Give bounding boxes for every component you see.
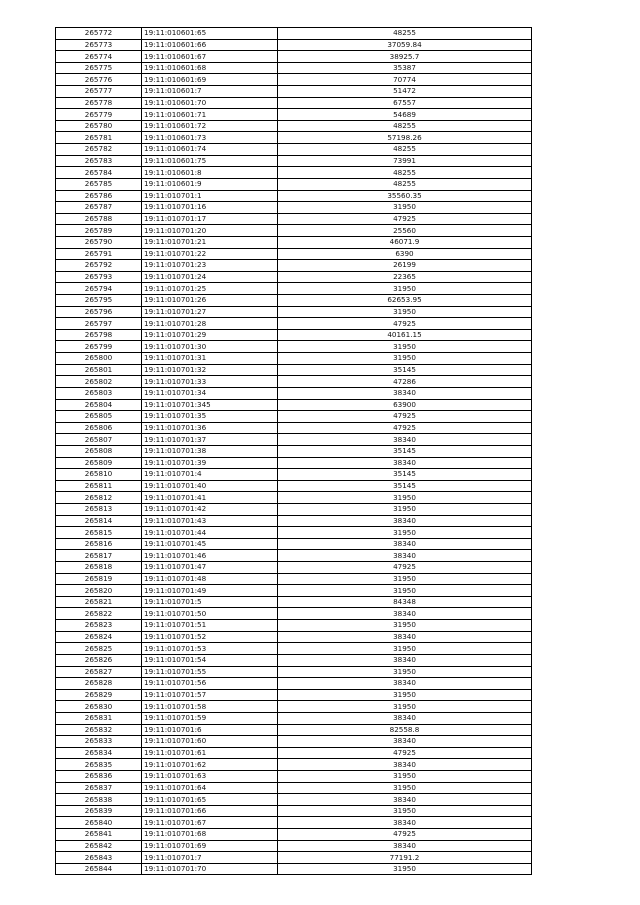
value-cell: 38340 (278, 434, 532, 446)
value-cell: 47925 (278, 422, 532, 434)
cadastral-number-cell: 19:11:010601:8 (142, 167, 278, 179)
row-number-cell: 265790 (56, 236, 142, 248)
row-number-cell: 265842 (56, 840, 142, 852)
cadastral-number-cell: 19:11:010601:66 (142, 39, 278, 51)
cadastral-number-cell: 19:11:010701:52 (142, 631, 278, 643)
row-number-cell: 265833 (56, 736, 142, 748)
row-number-cell: 265813 (56, 503, 142, 515)
value-cell: 35145 (278, 364, 532, 376)
value-cell: 31950 (278, 689, 532, 701)
table-row (56, 469, 532, 481)
cadastral-number-cell: 19:11:010701:59 (142, 712, 278, 724)
value-cell: 31950 (278, 620, 532, 632)
cadastral-number-cell: 19:11:010701:1 (142, 190, 278, 202)
row-number-cell: 265841 (56, 829, 142, 841)
row-number-cell: 265797 (56, 318, 142, 330)
row-number-cell: 265820 (56, 585, 142, 597)
table-row (56, 620, 532, 632)
table-row (56, 387, 532, 399)
value-cell: 38340 (278, 631, 532, 643)
table-row (56, 515, 532, 527)
cadastral-number-cell: 19:11:010701:46 (142, 550, 278, 562)
cadastral-number-cell: 19:11:010701:24 (142, 271, 278, 283)
table-row (56, 236, 532, 248)
value-cell: 38340 (278, 538, 532, 550)
value-cell: 47925 (278, 318, 532, 330)
value-cell: 38340 (278, 654, 532, 666)
value-cell: 31950 (278, 353, 532, 365)
cadastral-number-cell: 19:11:010701:6 (142, 724, 278, 736)
value-cell: 25560 (278, 225, 532, 237)
table-row (56, 306, 532, 318)
cadastral-number-cell: 19:11:010701:33 (142, 376, 278, 388)
table-row (56, 318, 532, 330)
table-row (56, 689, 532, 701)
table-row (56, 109, 532, 121)
cadastral-number-cell: 19:11:010701:30 (142, 341, 278, 353)
value-cell: 38340 (278, 678, 532, 690)
cadastral-number-cell: 19:11:010601:72 (142, 120, 278, 132)
cadastral-number-cell: 19:11:010701:58 (142, 701, 278, 713)
row-number-cell: 265807 (56, 434, 142, 446)
value-cell: 51472 (278, 86, 532, 98)
table-row (56, 329, 532, 341)
row-number-cell: 265834 (56, 747, 142, 759)
row-number-cell: 265814 (56, 515, 142, 527)
cadastral-number-cell: 19:11:010701:55 (142, 666, 278, 678)
table-row (56, 701, 532, 713)
row-number-cell: 265843 (56, 852, 142, 864)
row-number-cell: 265772 (56, 28, 142, 40)
value-cell: 38340 (278, 550, 532, 562)
table-row (56, 62, 532, 74)
row-number-cell: 265777 (56, 86, 142, 98)
value-cell: 47925 (278, 411, 532, 423)
row-number-cell: 265830 (56, 701, 142, 713)
row-number-cell: 265825 (56, 643, 142, 655)
table-row (56, 817, 532, 829)
value-cell: 31950 (278, 341, 532, 353)
cadastral-number-cell: 19:11:010701:54 (142, 654, 278, 666)
row-number-cell: 265811 (56, 480, 142, 492)
cadastral-number-cell: 19:11:010701:29 (142, 329, 278, 341)
table-row (56, 86, 532, 98)
cadastral-number-cell: 19:11:010701:61 (142, 747, 278, 759)
row-number-cell: 265793 (56, 271, 142, 283)
row-number-cell: 265801 (56, 364, 142, 376)
cadastral-number-cell: 19:11:010701:41 (142, 492, 278, 504)
table-row (56, 167, 532, 179)
cadastral-number-cell: 19:11:010701:62 (142, 759, 278, 771)
table-row (56, 190, 532, 202)
row-number-cell: 265792 (56, 260, 142, 272)
value-cell: 48255 (278, 167, 532, 179)
table-row (56, 759, 532, 771)
table-row (56, 445, 532, 457)
cadastral-number-cell: 19:11:010701:27 (142, 306, 278, 318)
row-number-cell: 265832 (56, 724, 142, 736)
row-number-cell: 265782 (56, 144, 142, 156)
cadastral-number-cell: 19:11:010701:65 (142, 794, 278, 806)
value-cell: 38340 (278, 515, 532, 527)
cadastral-number-cell: 19:11:010701:50 (142, 608, 278, 620)
table-row (56, 353, 532, 365)
row-number-cell: 265838 (56, 794, 142, 806)
table-row (56, 144, 532, 156)
row-number-cell: 265815 (56, 527, 142, 539)
table-row (56, 480, 532, 492)
table-row (56, 643, 532, 655)
value-cell: 38340 (278, 759, 532, 771)
table-row (56, 51, 532, 63)
row-number-cell: 265824 (56, 631, 142, 643)
value-cell: 47286 (278, 376, 532, 388)
row-number-cell: 265775 (56, 62, 142, 74)
cadastral-number-cell: 19:11:010701:48 (142, 573, 278, 585)
row-number-cell: 265789 (56, 225, 142, 237)
cadastral-number-cell: 19:11:010601:70 (142, 97, 278, 109)
table-row (56, 538, 532, 550)
cadastral-number-cell: 19:11:010701:38 (142, 445, 278, 457)
value-cell: 63900 (278, 399, 532, 411)
cadastral-number-cell: 19:11:010701:37 (142, 434, 278, 446)
table-row (56, 364, 532, 376)
row-number-cell: 265835 (56, 759, 142, 771)
row-number-cell: 265779 (56, 109, 142, 121)
cadastral-number-cell: 19:11:010601:65 (142, 28, 278, 40)
value-cell: 31950 (278, 666, 532, 678)
row-number-cell: 265819 (56, 573, 142, 585)
value-cell: 38340 (278, 817, 532, 829)
row-number-cell: 265839 (56, 805, 142, 817)
data-table (55, 27, 532, 875)
row-number-cell: 265806 (56, 422, 142, 434)
value-cell: 48255 (278, 28, 532, 40)
row-number-cell: 265783 (56, 155, 142, 167)
value-cell: 38340 (278, 457, 532, 469)
value-cell: 31950 (278, 527, 532, 539)
cadastral-number-cell: 19:11:010701:31 (142, 353, 278, 365)
value-cell: 48255 (278, 120, 532, 132)
table-row (56, 155, 532, 167)
table-row (56, 376, 532, 388)
cadastral-number-cell: 19:11:010701:56 (142, 678, 278, 690)
cadastral-number-cell: 19:11:010601:67 (142, 51, 278, 63)
value-cell: 73991 (278, 155, 532, 167)
value-cell: 70774 (278, 74, 532, 86)
row-number-cell: 265808 (56, 445, 142, 457)
row-number-cell: 265803 (56, 387, 142, 399)
table-row (56, 527, 532, 539)
value-cell: 22365 (278, 271, 532, 283)
value-cell: 31950 (278, 503, 532, 515)
cadastral-number-cell: 19:11:010701:53 (142, 643, 278, 655)
data-table-body (56, 28, 532, 875)
row-number-cell: 265818 (56, 562, 142, 574)
row-number-cell: 265788 (56, 213, 142, 225)
cadastral-number-cell: 19:11:010701:16 (142, 202, 278, 214)
cadastral-number-cell: 19:11:010701:7 (142, 852, 278, 864)
cadastral-number-cell: 19:11:010701:17 (142, 213, 278, 225)
cadastral-number-cell: 19:11:010601:68 (142, 62, 278, 74)
value-cell: 38340 (278, 736, 532, 748)
row-number-cell: 265785 (56, 178, 142, 190)
cadastral-number-cell: 19:11:010601:71 (142, 109, 278, 121)
cadastral-number-cell: 19:11:010701:28 (142, 318, 278, 330)
table-row (56, 724, 532, 736)
value-cell: 37059.84 (278, 39, 532, 51)
table-row (56, 178, 532, 190)
cadastral-number-cell: 19:11:010701:25 (142, 283, 278, 295)
row-number-cell: 265799 (56, 341, 142, 353)
table-row (56, 794, 532, 806)
value-cell: 31950 (278, 701, 532, 713)
table-row (56, 341, 532, 353)
cadastral-number-cell: 19:11:010701:35 (142, 411, 278, 423)
value-cell: 35145 (278, 480, 532, 492)
row-number-cell: 265773 (56, 39, 142, 51)
table-row (56, 457, 532, 469)
value-cell: 84348 (278, 596, 532, 608)
cadastral-number-cell: 19:11:010701:49 (142, 585, 278, 597)
value-cell: 67557 (278, 97, 532, 109)
table-row (56, 213, 532, 225)
table-row (56, 492, 532, 504)
table-row (56, 97, 532, 109)
value-cell: 6390 (278, 248, 532, 260)
value-cell: 48255 (278, 144, 532, 156)
value-cell: 47925 (278, 747, 532, 759)
row-number-cell: 265836 (56, 771, 142, 783)
table-row (56, 771, 532, 783)
table-row (56, 840, 532, 852)
row-number-cell: 265787 (56, 202, 142, 214)
value-cell: 31950 (278, 283, 532, 295)
row-number-cell: 265831 (56, 712, 142, 724)
table-row (56, 678, 532, 690)
value-cell: 31950 (278, 643, 532, 655)
table-row (56, 74, 532, 86)
cadastral-number-cell: 19:11:010701:67 (142, 817, 278, 829)
row-number-cell: 265821 (56, 596, 142, 608)
row-number-cell: 265781 (56, 132, 142, 144)
cadastral-number-cell: 19:11:010701:42 (142, 503, 278, 515)
row-number-cell: 265780 (56, 120, 142, 132)
table-row (56, 654, 532, 666)
table-row (56, 829, 532, 841)
table-row (56, 863, 532, 875)
value-cell: 82558.8 (278, 724, 532, 736)
row-number-cell: 265816 (56, 538, 142, 550)
table-row (56, 434, 532, 446)
table-row (56, 736, 532, 748)
cadastral-number-cell: 19:11:010701:57 (142, 689, 278, 701)
table-row (56, 805, 532, 817)
row-number-cell: 265778 (56, 97, 142, 109)
value-cell: 38340 (278, 387, 532, 399)
cadastral-number-cell: 19:11:010701:32 (142, 364, 278, 376)
value-cell: 31950 (278, 202, 532, 214)
cadastral-number-cell: 19:11:010701:345 (142, 399, 278, 411)
row-number-cell: 265796 (56, 306, 142, 318)
cadastral-number-cell: 19:11:010701:23 (142, 260, 278, 272)
row-number-cell: 265786 (56, 190, 142, 202)
cadastral-number-cell: 19:11:010701:4 (142, 469, 278, 481)
table-row (56, 39, 532, 51)
table-row (56, 295, 532, 307)
row-number-cell: 265794 (56, 283, 142, 295)
cadastral-number-cell: 19:11:010701:45 (142, 538, 278, 550)
value-cell: 62653.95 (278, 295, 532, 307)
row-number-cell: 265804 (56, 399, 142, 411)
table-row (56, 712, 532, 724)
table-row (56, 562, 532, 574)
value-cell: 38925.7 (278, 51, 532, 63)
table-row (56, 225, 532, 237)
cadastral-number-cell: 19:11:010701:26 (142, 295, 278, 307)
cadastral-number-cell: 19:11:010701:51 (142, 620, 278, 632)
value-cell: 48255 (278, 178, 532, 190)
table-row (56, 283, 532, 295)
cadastral-number-cell: 19:11:010601:9 (142, 178, 278, 190)
value-cell: 38340 (278, 608, 532, 620)
row-number-cell: 265812 (56, 492, 142, 504)
row-number-cell: 265844 (56, 863, 142, 875)
value-cell: 31950 (278, 771, 532, 783)
table-row (56, 28, 532, 40)
table-row (56, 422, 532, 434)
table-row (56, 120, 532, 132)
cadastral-number-cell: 19:11:010701:36 (142, 422, 278, 434)
value-cell: 54689 (278, 109, 532, 121)
value-cell: 31950 (278, 863, 532, 875)
row-number-cell: 265800 (56, 353, 142, 365)
table-row (56, 608, 532, 620)
cadastral-number-cell: 19:11:010701:21 (142, 236, 278, 248)
row-number-cell: 265798 (56, 329, 142, 341)
table-row (56, 852, 532, 864)
row-number-cell: 265829 (56, 689, 142, 701)
row-number-cell: 265774 (56, 51, 142, 63)
table-row (56, 631, 532, 643)
value-cell: 46071.9 (278, 236, 532, 248)
cadastral-number-cell: 19:11:010701:63 (142, 771, 278, 783)
row-number-cell: 265840 (56, 817, 142, 829)
value-cell: 38340 (278, 840, 532, 852)
cadastral-number-cell: 19:11:010701:60 (142, 736, 278, 748)
cadastral-number-cell: 19:11:010701:66 (142, 805, 278, 817)
value-cell: 35145 (278, 469, 532, 481)
row-number-cell: 265791 (56, 248, 142, 260)
table-row (56, 399, 532, 411)
value-cell: 38340 (278, 794, 532, 806)
cadastral-number-cell: 19:11:010601:73 (142, 132, 278, 144)
row-number-cell: 265802 (56, 376, 142, 388)
cadastral-number-cell: 19:11:010701:43 (142, 515, 278, 527)
row-number-cell: 265784 (56, 167, 142, 179)
cadastral-number-cell: 19:11:010701:69 (142, 840, 278, 852)
value-cell: 40161.15 (278, 329, 532, 341)
table-row (56, 248, 532, 260)
value-cell: 38340 (278, 712, 532, 724)
table-row (56, 666, 532, 678)
value-cell: 31950 (278, 306, 532, 318)
row-number-cell: 265823 (56, 620, 142, 632)
cadastral-number-cell: 19:11:010701:68 (142, 829, 278, 841)
cadastral-number-cell: 19:11:010701:34 (142, 387, 278, 399)
value-cell: 47925 (278, 213, 532, 225)
cadastral-number-cell: 19:11:010601:69 (142, 74, 278, 86)
value-cell: 47925 (278, 562, 532, 574)
cadastral-number-cell: 19:11:010701:47 (142, 562, 278, 574)
cadastral-number-cell: 19:11:010701:39 (142, 457, 278, 469)
row-number-cell: 265822 (56, 608, 142, 620)
row-number-cell: 265837 (56, 782, 142, 794)
value-cell: 31950 (278, 585, 532, 597)
row-number-cell: 265827 (56, 666, 142, 678)
table-row (56, 271, 532, 283)
value-cell: 57198.26 (278, 132, 532, 144)
value-cell: 31950 (278, 805, 532, 817)
row-number-cell: 265826 (56, 654, 142, 666)
row-number-cell: 265805 (56, 411, 142, 423)
value-cell: 35145 (278, 445, 532, 457)
table-row (56, 411, 532, 423)
cadastral-number-cell: 19:11:010701:64 (142, 782, 278, 794)
value-cell: 31950 (278, 782, 532, 794)
cadastral-number-cell: 19:11:010601:74 (142, 144, 278, 156)
value-cell: 31950 (278, 573, 532, 585)
table-row (56, 202, 532, 214)
row-number-cell: 265795 (56, 295, 142, 307)
row-number-cell: 265817 (56, 550, 142, 562)
cadastral-number-cell: 19:11:010701:40 (142, 480, 278, 492)
table-row (56, 132, 532, 144)
row-number-cell: 265776 (56, 74, 142, 86)
table-row (56, 596, 532, 608)
table-row (56, 573, 532, 585)
table-row (56, 747, 532, 759)
value-cell: 35560.35 (278, 190, 532, 202)
value-cell: 47925 (278, 829, 532, 841)
cadastral-number-cell: 19:11:010701:70 (142, 863, 278, 875)
row-number-cell: 265809 (56, 457, 142, 469)
cadastral-number-cell: 19:11:010701:44 (142, 527, 278, 539)
table-row (56, 503, 532, 515)
value-cell: 35387 (278, 62, 532, 74)
row-number-cell: 265828 (56, 678, 142, 690)
value-cell: 77191.2 (278, 852, 532, 864)
cadastral-number-cell: 19:11:010701:22 (142, 248, 278, 260)
table-row (56, 550, 532, 562)
cadastral-number-cell: 19:11:010701:20 (142, 225, 278, 237)
table-row (56, 260, 532, 272)
cadastral-number-cell: 19:11:010601:7 (142, 86, 278, 98)
table-row (56, 585, 532, 597)
value-cell: 31950 (278, 492, 532, 504)
table-row (56, 782, 532, 794)
cadastral-number-cell: 19:11:010601:75 (142, 155, 278, 167)
row-number-cell: 265810 (56, 469, 142, 481)
value-cell: 26199 (278, 260, 532, 272)
cadastral-number-cell: 19:11:010701:5 (142, 596, 278, 608)
